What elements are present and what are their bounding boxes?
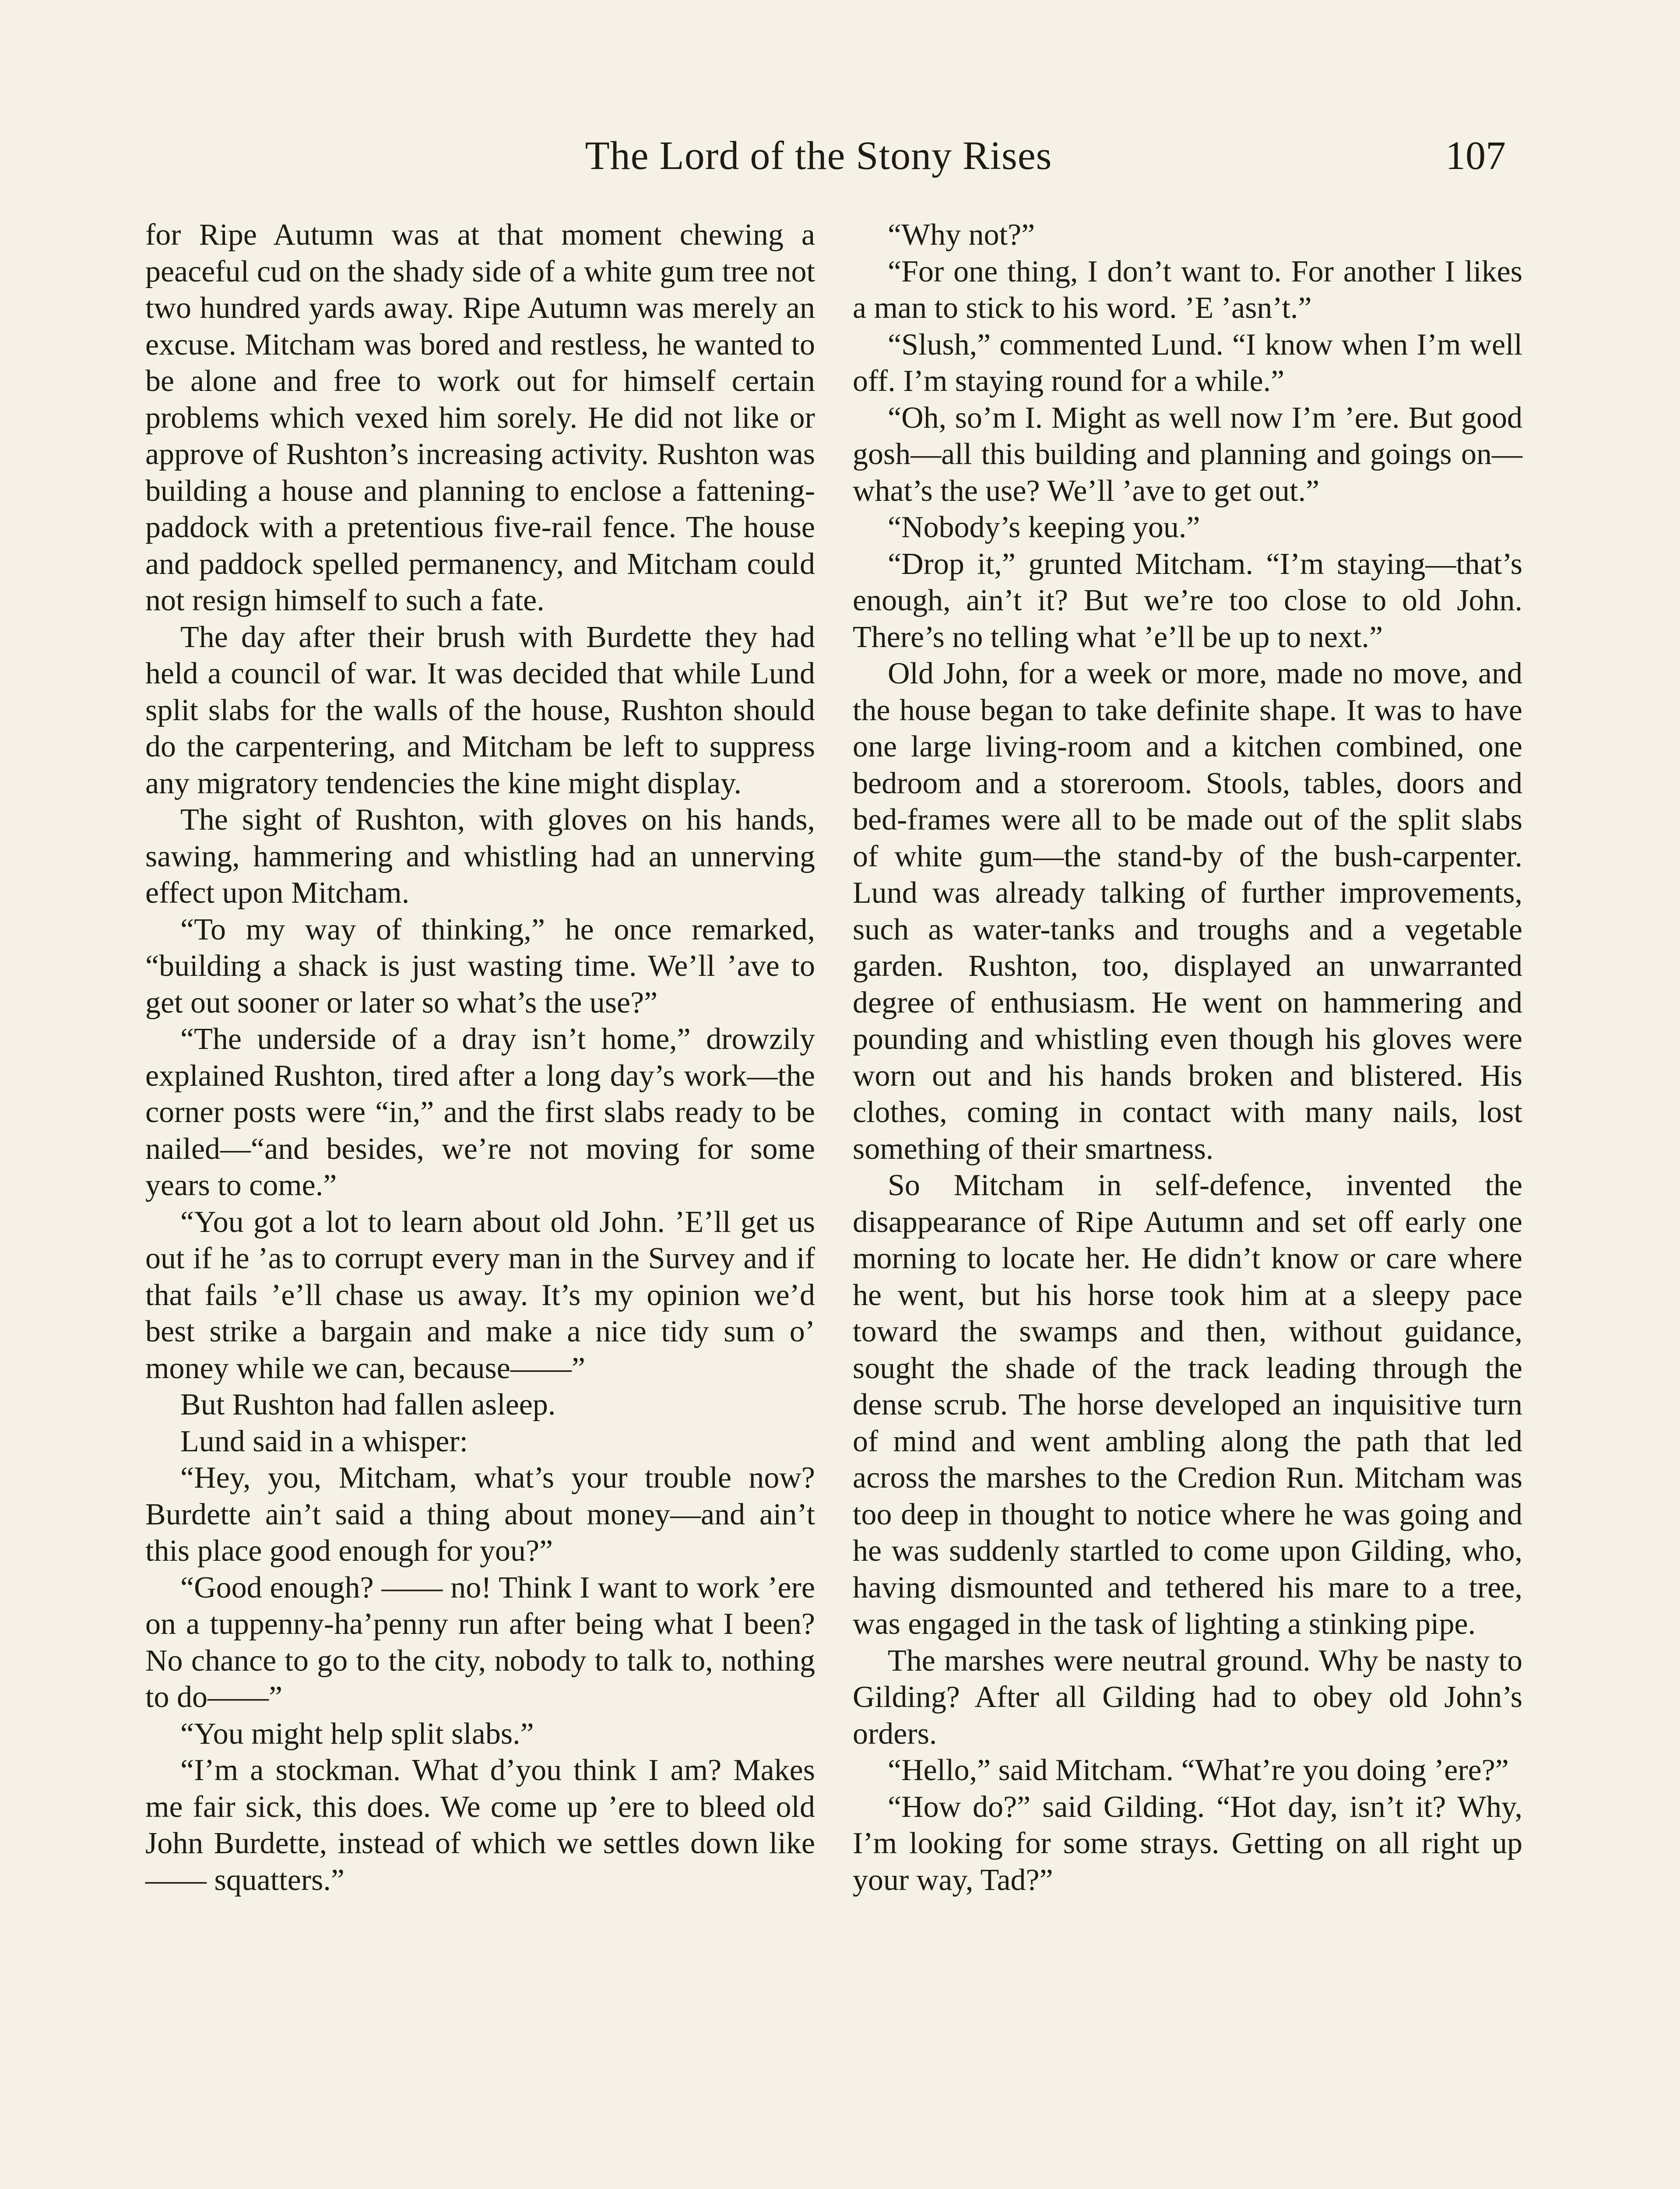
paragraph: Lund said in a whisper: [180, 1424, 468, 1458]
paragraph: “To my way of thinking,” he once remarked, “building a shack is just wasting time. We’ll ’ave to get out sooner or later so what’s the use?” [145, 912, 815, 1020]
paragraph: The day after their brush with Burdette they had held a council of war. It was decided that while Lund split slabs for the walls of the house, Rushton should do the carpentering, and Mitcham be left to suppress any migratory tendencies the kine might display. [145, 620, 815, 800]
page-header [131, 127, 1506, 188]
paragraph: “Nobody’s keeping you.” [888, 510, 1200, 544]
paragraph: So Mitcham in self-defence, invented the disappearance of Ripe Autumn and set off early one morning to locate her. He didn’t know or care where he went, but his horse took him at a sleepy pace toward the swamps and then, without guidance, sought the shade of the track leading through the dense scrub. The horse developed an inquisitive turn of mind and went ambling along the path that led across the marshes to the Credion Run. Mitcham was too deep in thought to notice where he was going and he was suddenly startled to come upon Gilding, who, having dismounted and tethered his mare to a tree, was engaged in the task of lighting a stinking pipe. [853, 1168, 1522, 1641]
paragraph: “You got a lot to learn about old John. ’E’ll get us out if he ’as to corrupt every man in the Survey and if that fails ’e’ll chase us away. It’s my opinion we’d best strike a bargain and make a nice tidy sum o’ money while we can, because——” [145, 1205, 815, 1385]
paragraph: “The underside of a dray isn’t home,” drowzily explained Rushton, tired after a long day’s work—the corner posts were “in,” and the first slabs ready to be nailed—“and besides, we’re not moving for some years to come.” [145, 1022, 815, 1202]
paragraph: for Ripe Autumn was at that moment chewing a peaceful cud on the shady side of a white gum tree not two hundred yards away. Ripe Autumn was merely an excuse. Mitcham was bored and restless, he wanted to be alone and free to work out for himself certain problems which vexed him sorely. He did not like or approve of Rushton’s increasing activity. Rushton was building a house and planning to enclose a fattening-paddock with a pretentious five-rail fence. The house and paddock spelled permanency, and Mitcham could not resign himself to such a fate. [145, 218, 815, 617]
left-column [145, 217, 815, 1898]
paragraph: “Slush,” commented Lund. “I know when I’m well off. I’m staying round for a while.” [853, 327, 1522, 398]
paragraph: “Why not?” [888, 218, 1035, 252]
page-number: 107 [1445, 133, 1506, 178]
paragraph: Old John, for a week or more, made no move, and the house began to take definite shape. It was to have one large living-room and a kitchen combined, one bedroom and a storeroom. Stools, tables, doors and bed-frames were all to be made out of the split slabs of white gum—the stand-by of the bush-carpenter. Lund was already talking of further improvements, such as water-tanks and troughs and a vegetable garden. Rushton, too, displayed an unwarranted degree of enthusiasm. He went on hammering and pounding and whistling even though his gloves were worn out and his hands broken and blistered. His clothes, coming in contact with many nails, lost something of their smartness. [853, 657, 1522, 1166]
paragraph: The sight of Rushton, with gloves on his hands, sawing, hammering and whistling had an unnerving effect upon Mitcham. [145, 803, 815, 910]
paragraph: “For one thing, I don’t want to. For another I likes a man to stick to his word. ’E ’asn’t.” [853, 254, 1522, 325]
running-title: The Lord of the Stony Rises [585, 133, 1052, 178]
paragraph: “How do?” said Gilding. “Hot day, isn’t it? Why, I’m looking for some strays. Getting on all right up your way, Tad?” [853, 1790, 1522, 1897]
right-column [853, 217, 1522, 1898]
paragraph: “I’m a stockman. What d’you think I am? Makes me fair sick, this does. We come up ’ere to bleed old John Burdette, instead of which we settles down like —— squatters.” [145, 1753, 815, 1897]
paragraph: “Hello,” said Mitcham. “What’re you doing ’ere?” [888, 1753, 1509, 1787]
paragraph: “Oh, so’m I. Might as well now I’m ’ere. But good gosh—all this building and planning and goings on—what’s the use? We’ll ’ave to get out.” [853, 401, 1522, 508]
paragraph: “Hey, you, Mitcham, what’s your trouble now? Burdette ain’t said a thing about money—and ain’t this place good enough for you?” [145, 1461, 815, 1568]
paragraph: “Good enough? —— no! Think I want to work ’ere on a tuppenny-ha’penny run after being what I been? No chance to go to the city, nobody to talk to, nothing to do——” [145, 1570, 815, 1714]
paragraph: The marshes were neutral ground. Why be nasty to Gilding? After all Gilding had to obey old John’s orders. [853, 1644, 1522, 1751]
paragraph: But Rushton had fallen asleep. [180, 1388, 556, 1422]
paragraph: “You might help split slabs.” [180, 1717, 534, 1751]
paragraph: “Drop it,” grunted Mitcham. “I’m staying—that’s enough, ain’t it? But we’re too close to old John. There’s no telling what ’e’ll be up to next.” [853, 547, 1522, 654]
